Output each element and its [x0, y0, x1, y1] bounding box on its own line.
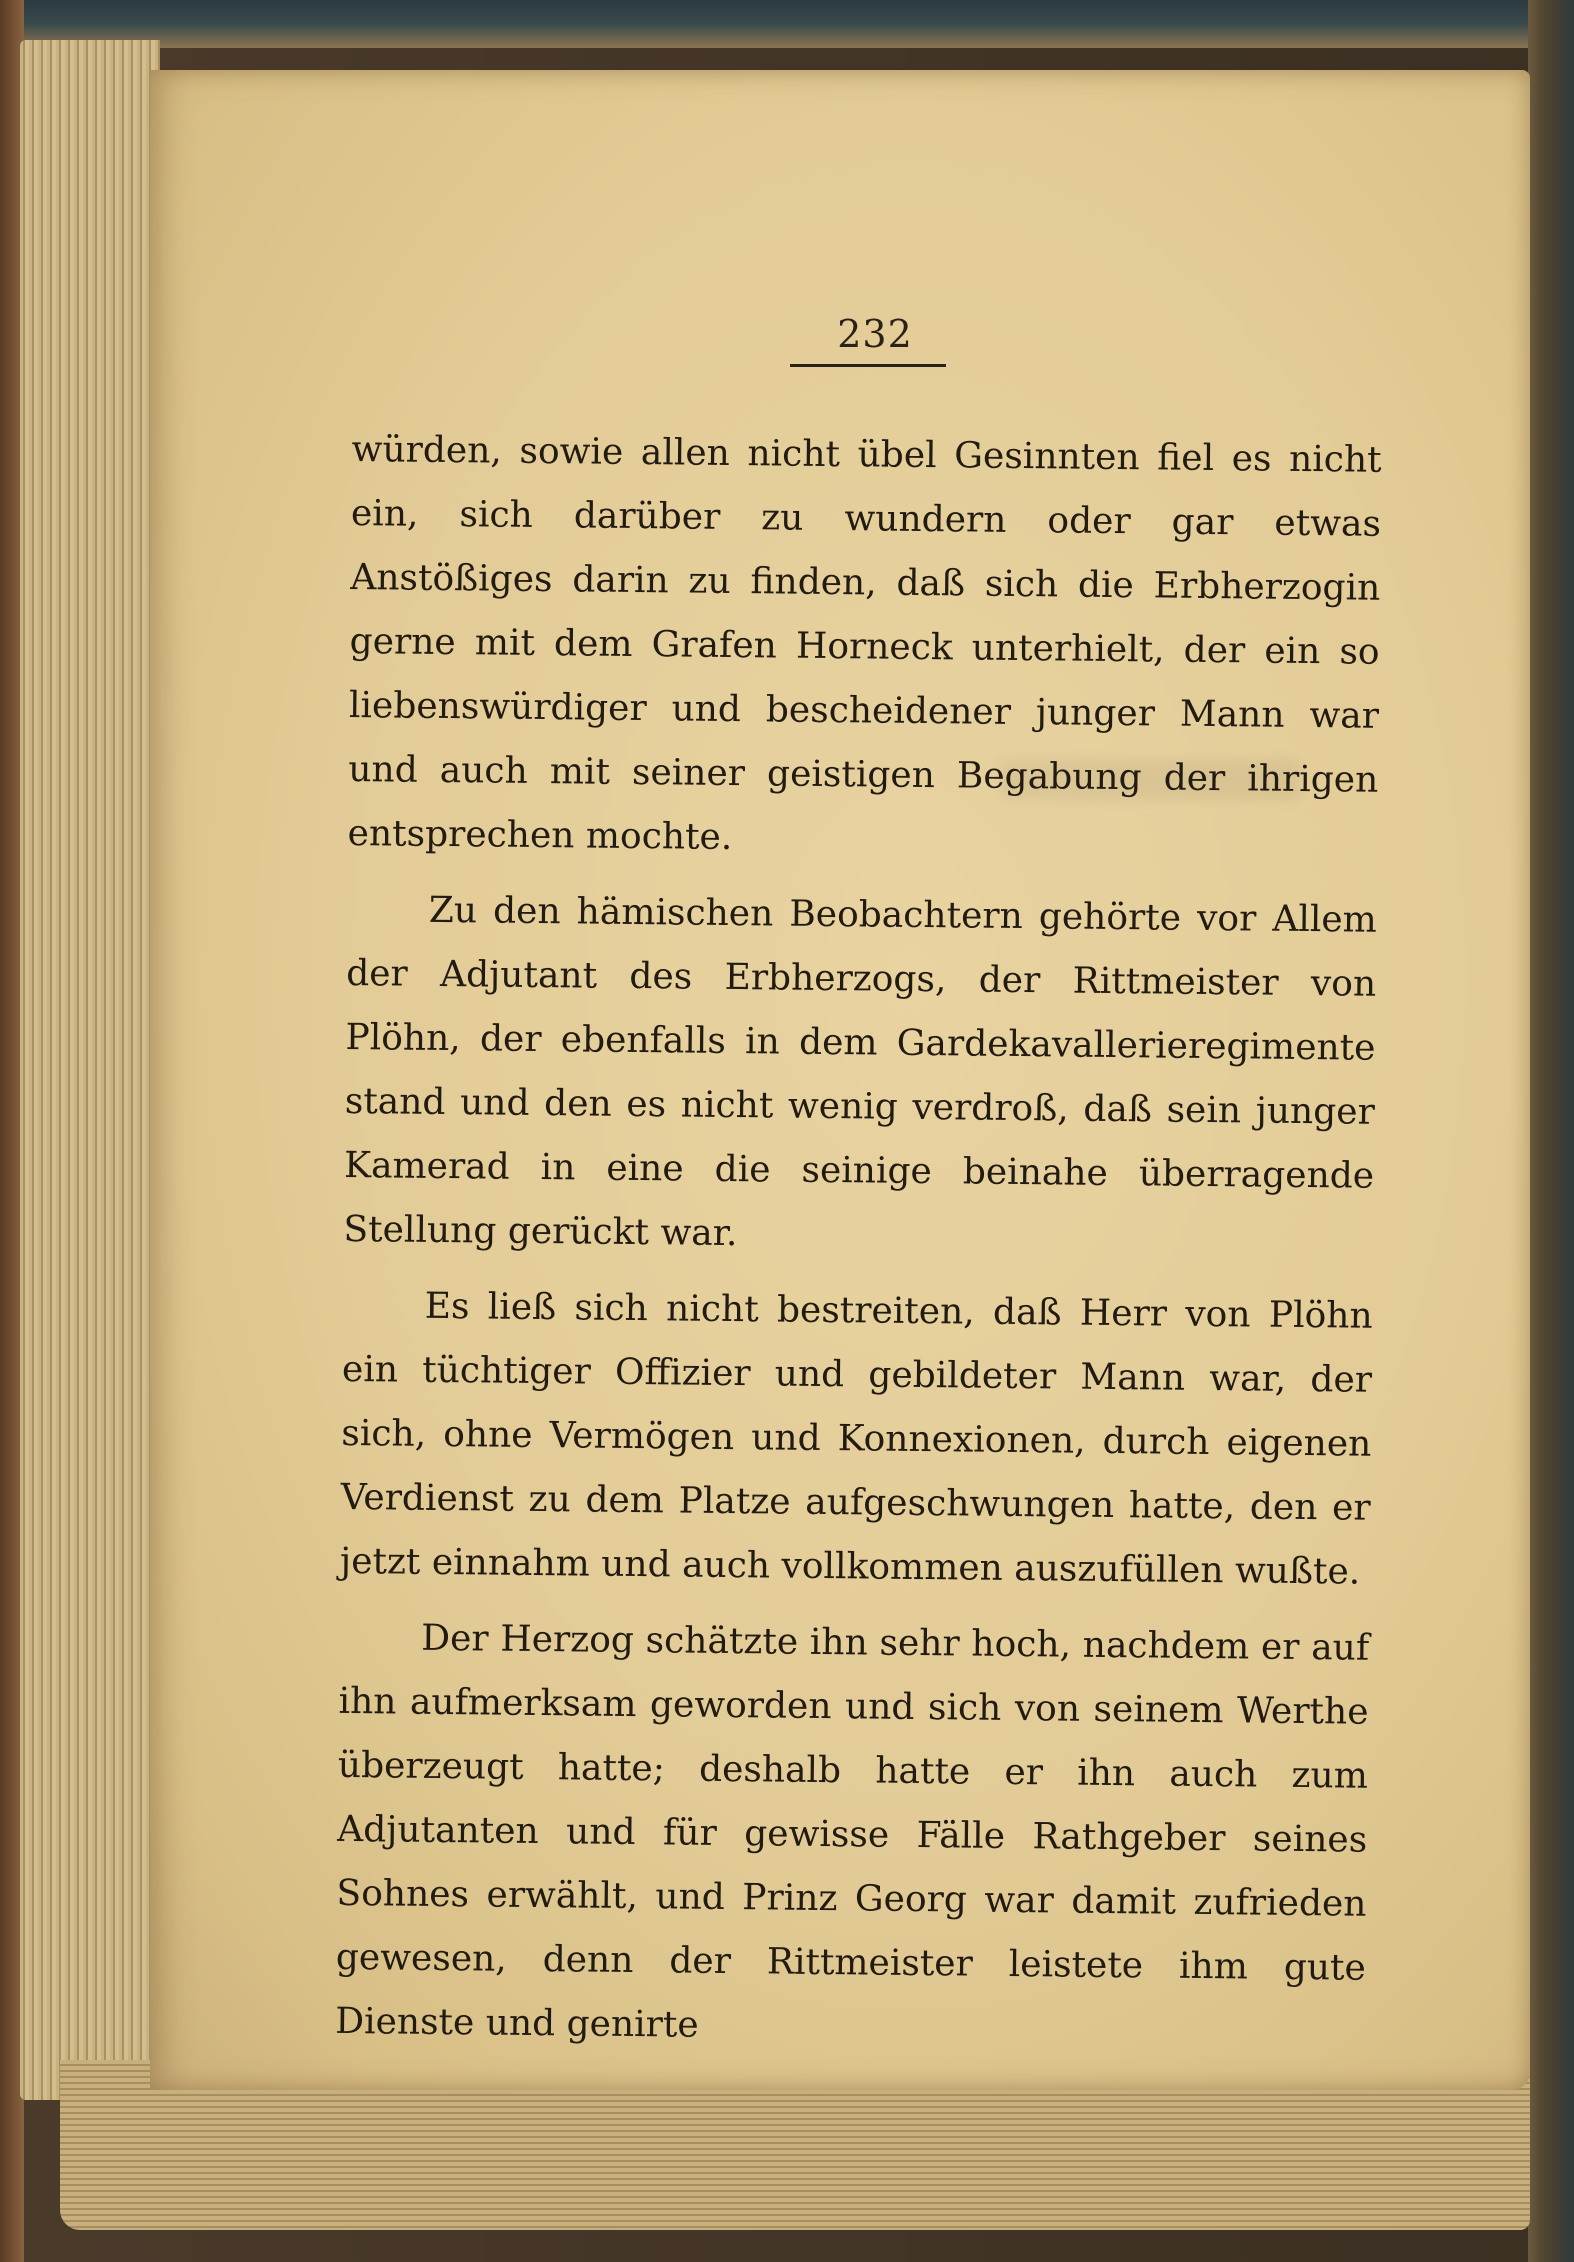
page-number-rule: [790, 364, 946, 367]
paragraph-4: Der Herzog schätzte ihn sehr hoch, nachdem er auf ihn aufmerksam geworden und sich von seinem Werthe überzeugt hatte; deshalb hatte er ihn auch zum Adjutanten und für gewisse Fälle Rathgeber seines Sohnes erwählt, und Prinz Georg war damit zufrieden gewesen, denn der Rittmeister leistete ihm gute Dienste und genirte: [334, 1617, 1370, 2046]
book-cover-right-edge: [1528, 0, 1574, 2262]
paragraph-1: würden, sowie allen nicht übel Gesinnten fiel es nicht ein, sich darüber zu wundern oder gar etwas Anstößiges darin zu finden, daß sich die Erbherzogin gerne mit dem Grafen Horneck unterhielt, der ein so liebenswürdiger und bescheidener junger Mann war und auch mit seiner geistigen Begabung der ihrigen entsprechen mochte.: [347, 428, 1382, 859]
paragraph-2: Zu den hämischen Beobachtern gehörte vor Allem der Adjutant des Erbherzogs, der Rittmeister von Plöhn, der ebenfalls in dem Gardekavallerieregimente stand und den es nicht wenig verdroß, daß sein junger Kamerad in eine die seinige beinahe überragende Stellung gerückt war.: [343, 889, 1378, 1255]
body-text: [335, 418, 1382, 2077]
book-cover-top-edge: [0, 0, 1574, 48]
paragraph-3: Es ließ sich nicht bestreiten, daß Herr von Plöhn ein tüchtiger Offizier und gebildeter Mann war, der sich, ohne Vermögen und Konnexionen, durch eigenen Verdienst zu dem Platze aufgeschwungen hatte, den er jetzt einnahm und auch vollkommen auszufüllen wußte.: [339, 1285, 1373, 1593]
page-number: 232: [837, 312, 913, 356]
stacked-page-edges: [20, 40, 160, 2100]
